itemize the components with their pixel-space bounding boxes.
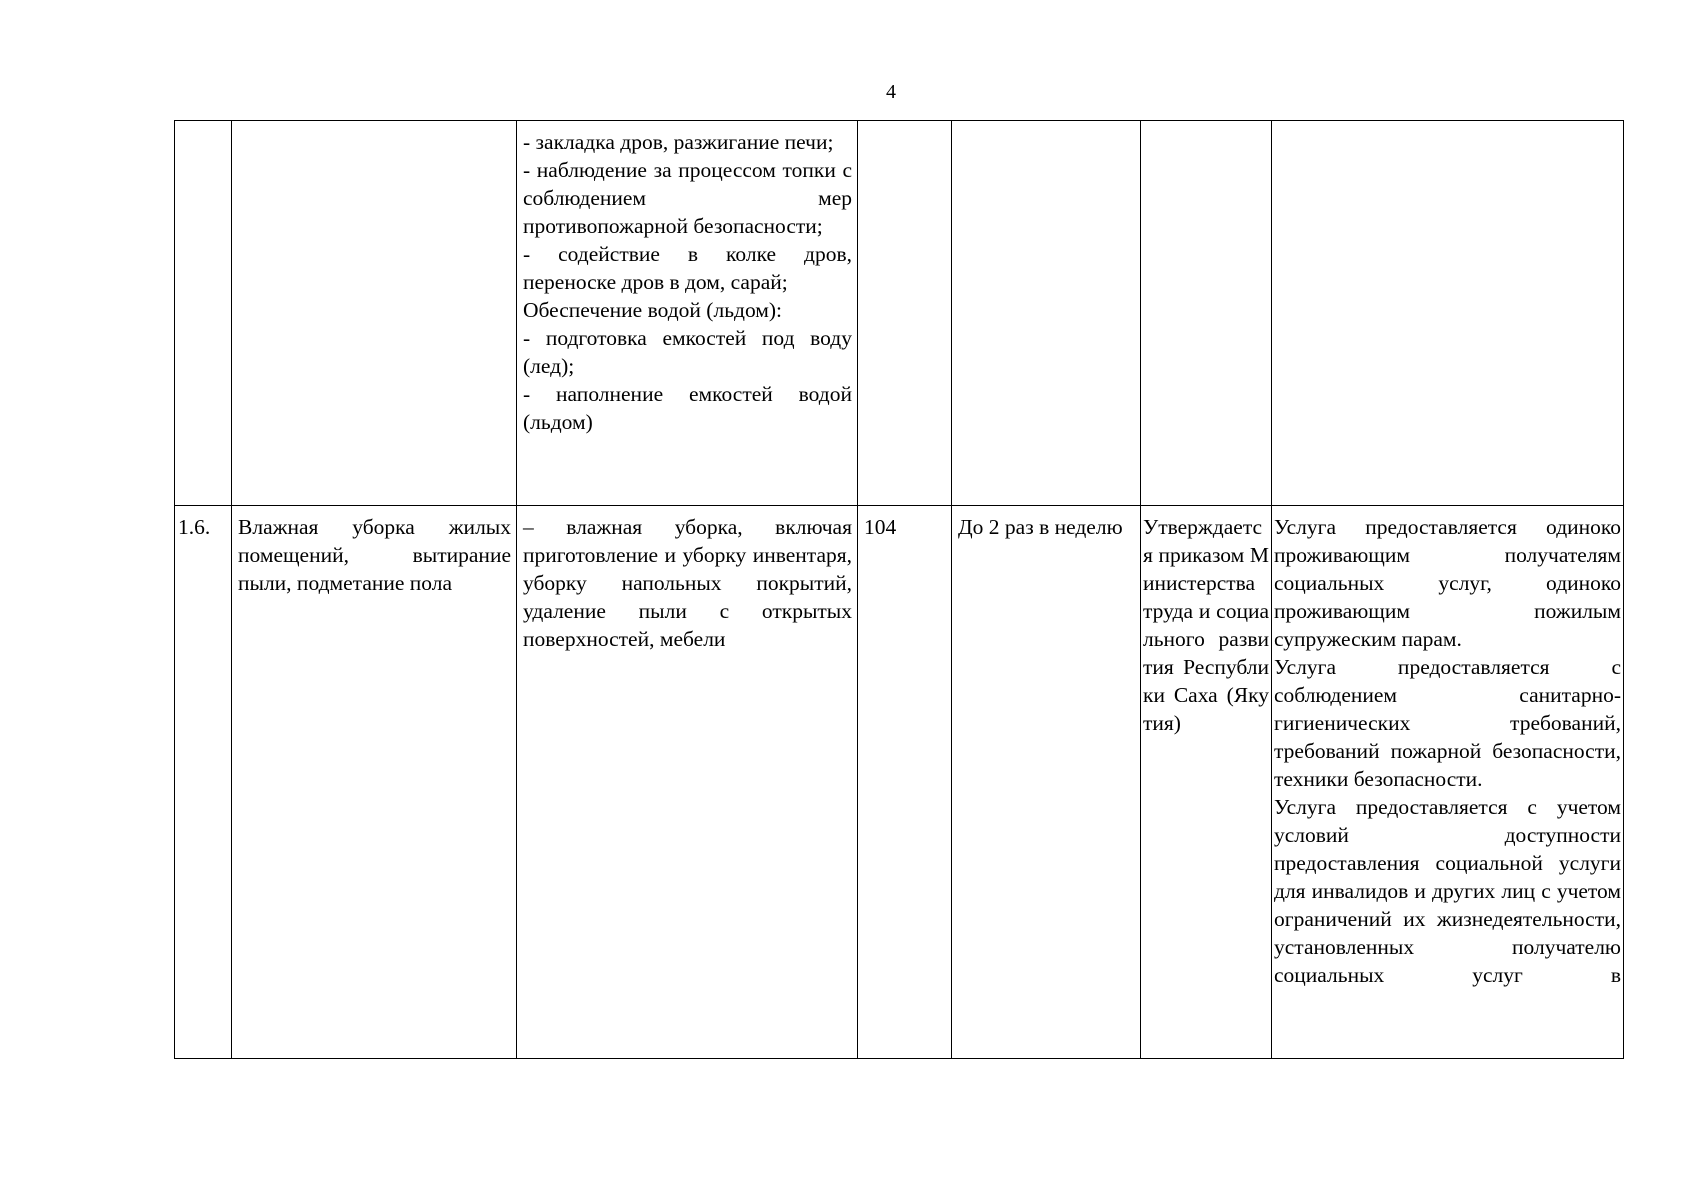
cell-number: [175, 121, 232, 506]
cell-volume: 104: [858, 506, 952, 1059]
conditions-line: Услуга предоставляется одиноко проживающим получателям социальных услуг, одиноко проживающим пожилым супружеским парам.: [1274, 515, 1621, 651]
table-row: [175, 506, 1624, 1059]
content-line: - подготовка емкостей под воду (лед);: [523, 326, 852, 378]
cell-service-content: [517, 121, 858, 506]
cell-volume: [858, 121, 952, 506]
cell-conditions: [1272, 506, 1624, 1059]
cell-periodicity: [952, 121, 1141, 506]
services-table: [174, 120, 1624, 1059]
cell-service-name: Влажная уборка жилых помещений, вытирание пыли, подметание пола: [232, 506, 517, 1059]
cell-conditions: [1272, 121, 1624, 506]
cell-periodicity: До 2 раз в неделю: [952, 506, 1141, 1059]
conditions-line: Услуга предоставляется с учетом условий доступности предоставления социальной услуги для инвалидов и других лиц с учетом ограничений их жизнедеятельности, установленных получателю социальных услуг в: [1274, 795, 1621, 987]
content-line: - наблюдение за процессом топки с соблюдением мер противопожарной безопасности;: [523, 158, 852, 238]
cell-service-content: [517, 506, 858, 1059]
table-row: [175, 121, 1624, 506]
cell-tariff: [1141, 121, 1272, 506]
conditions-line: Услуга предоставляется с соблюдением санитарно-гигиенических требований, требований пожарной безопасности, техники безопасности.: [1274, 655, 1621, 791]
page-number: 4: [886, 81, 896, 103]
cell-number: 1.6.: [175, 506, 232, 1059]
content-line: - содействие в колке дров, переноске дров в дом, сарай;: [523, 242, 852, 294]
content-line: - закладка дров, разжигание печи;: [523, 130, 834, 154]
cell-tariff: Утверждается приказом Министерства труда и социального развития Республики Саха (Якутия): [1141, 506, 1272, 1059]
content-line: – влажная уборка, включая приготовление и уборку инвентаря, уборку напольных покрытий, удаление пыли с открытых поверхностей, мебели: [523, 515, 852, 651]
content-line: Обеспечение водой (льдом):: [523, 298, 783, 322]
content-line: - наполнение емкостей водой (льдом): [523, 382, 852, 434]
cell-service-name: [232, 121, 517, 506]
